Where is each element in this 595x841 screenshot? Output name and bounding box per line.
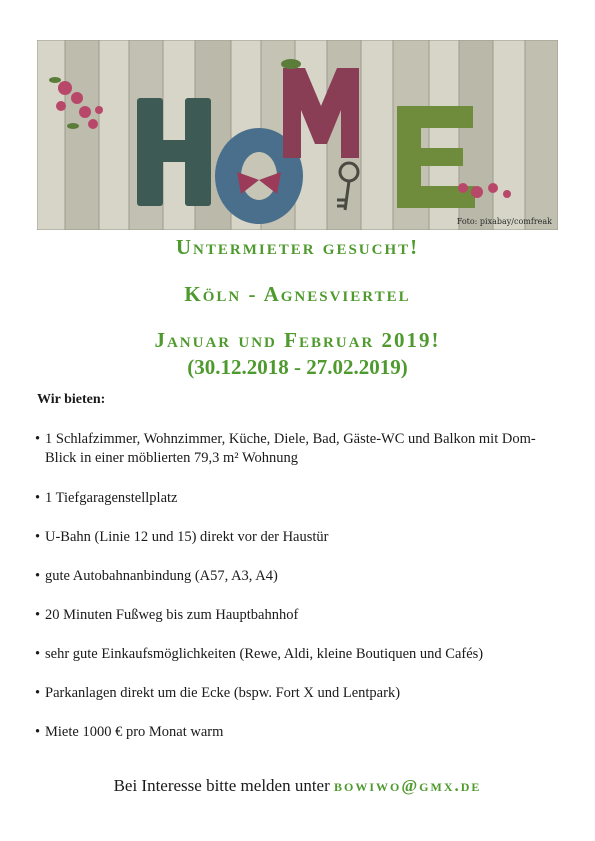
list-item xyxy=(35,723,565,742)
bullet-icon: • xyxy=(35,724,41,740)
bullet-icon: • xyxy=(35,529,41,545)
contact-text: Bei Interesse bitte melden unter xyxy=(113,776,330,795)
list-item xyxy=(35,528,565,547)
offer-text: 1 Tiefgaragenstellplatz xyxy=(45,490,178,506)
heading-dates: (30.12.2018 - 27.02.2019) xyxy=(187,355,408,379)
offer-text: Miete 1000 € pro Monat warm xyxy=(45,724,224,740)
email-link[interactable]: bowiwo@gmx.de xyxy=(334,776,482,795)
bullet-icon: • xyxy=(35,431,41,447)
bullet-icon: • xyxy=(35,685,41,701)
offer-text: 20 Minuten Fußweg bis zum Hauptbahnhof xyxy=(45,607,299,623)
offer-text: gute Autobahnanbindung (A57, A3, A4) xyxy=(45,568,278,584)
offer-text: U-Bahn (Linie 12 und 15) direkt vor der Haustür xyxy=(45,529,329,545)
header-image xyxy=(37,40,558,230)
contact-line xyxy=(0,776,595,796)
bullet-icon: • xyxy=(35,607,41,623)
photo-credit: Foto: pixabay/comfreak xyxy=(456,217,552,226)
bullet-icon: • xyxy=(35,568,41,584)
heading-location: Köln - Agnesviertel xyxy=(184,282,411,306)
offer-text: sehr gute Einkaufsmöglichkeiten (Rewe, Aldi, kleine Boutiquen und Cafés) xyxy=(45,646,484,662)
offer-title: Wir bieten: xyxy=(37,392,106,407)
offer-list xyxy=(35,430,565,742)
list-item xyxy=(35,645,565,664)
heading-period: Januar und Februar 2019! xyxy=(154,328,441,352)
offer-text: Parkanlagen direkt um die Ecke (bspw. Fort X und Lentpark) xyxy=(45,685,401,701)
bullet-icon: • xyxy=(35,646,41,662)
heading-subtenant-wanted: Untermieter gesucht! xyxy=(175,235,420,259)
list-item xyxy=(35,567,565,586)
list-item xyxy=(35,606,565,625)
home-wood-illustration xyxy=(37,40,558,230)
list-item xyxy=(35,430,565,468)
list-item xyxy=(35,684,565,703)
list-item xyxy=(35,489,565,508)
offer-text: 1 Schlafzimmer, Wohnzimmer, Küche, Diele, Bad, Gäste-WC und Balkon mit Dom-Blick in einer möblierten 79,3 m² Wohnung xyxy=(45,431,536,466)
bullet-icon: • xyxy=(35,490,41,506)
